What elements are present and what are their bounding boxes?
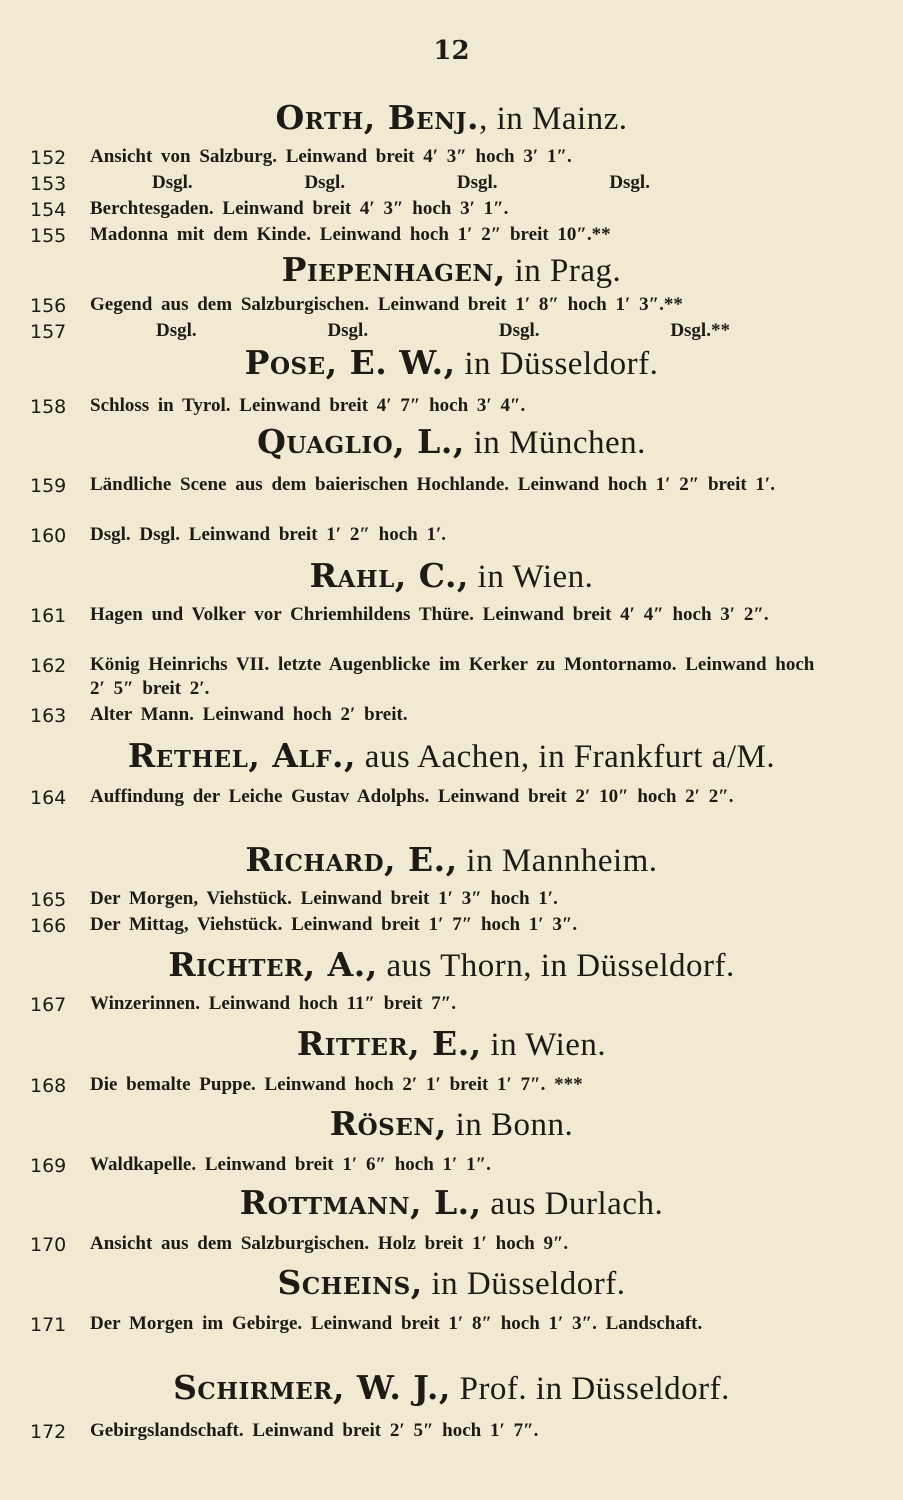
entry-text: Waldkapelle. Leinwand breit 1′ 6″ hoch 1′ 1″. <box>90 1154 491 1175</box>
artist-place: in Düsseldorf. <box>422 1266 626 1302</box>
catalog-entry <box>0 887 903 913</box>
catalog-entry <box>0 653 903 703</box>
entry-number: 167 <box>30 994 67 1016</box>
artist-place: in Bonn. <box>446 1107 574 1143</box>
catalog-entry <box>0 293 903 319</box>
catalog-entry <box>0 319 903 345</box>
artist-section <box>0 1024 903 1099</box>
artist-name: Piepenhagen, <box>281 250 506 289</box>
catalog-entry <box>0 223 903 249</box>
dsgl-cell: Dsgl. <box>456 172 498 193</box>
artist-place: in Wien. <box>481 1027 607 1063</box>
artist-name: Schirmer, W. J., <box>173 1368 451 1407</box>
artist-name: Pose, E. W., <box>244 343 456 382</box>
dsgl-cell: Dsgl. <box>304 172 346 193</box>
artist-section <box>0 98 903 249</box>
entry-number: 168 <box>30 1075 67 1097</box>
catalog-entry <box>0 785 903 835</box>
artist-place: aus Aachen, in Frankfurt a/M. <box>355 739 776 775</box>
entry-number: 169 <box>30 1155 67 1177</box>
dsgl-cell: Dsgl. <box>609 172 650 193</box>
entry-number: 162 <box>30 655 67 677</box>
entry-text: Die bemalte Puppe. Leinwand hoch 2′ 1′ breit 1′ 7″. *** <box>90 1074 583 1095</box>
artist-place: in Wien. <box>468 559 594 595</box>
artist-heading <box>0 1183 903 1224</box>
entry-text: Madonna mit dem Kinde. Leinwand hoch 1′ 2″ breit 10″.** <box>90 224 611 245</box>
entry-number: 156 <box>30 295 67 317</box>
artist-section <box>0 736 903 835</box>
artist-heading <box>0 556 903 597</box>
artist-name: Orth, Benj. <box>275 98 480 137</box>
catalog-entry <box>0 913 903 939</box>
dsgl-cell: Dsgl. <box>327 320 369 341</box>
artist-section <box>0 422 903 549</box>
catalog-entry <box>0 992 903 1018</box>
artist-section <box>0 1104 903 1179</box>
artist-heading <box>0 840 903 881</box>
artist-section <box>0 556 903 729</box>
entry-text: Gebirgslandschaft. Leinwand breit 2′ 5″ hoch 1′ 7″. <box>90 1420 539 1441</box>
entry-text: Alter Mann. Leinwand hoch 2′ breit. <box>90 704 408 725</box>
entry-number: 157 <box>30 321 67 343</box>
artist-place: , in Mainz. <box>479 101 628 137</box>
entry-number: 166 <box>30 915 67 937</box>
entry-text: Auffindung der Leiche Gustav Adolphs. Leinwand breit 2′ 10″ hoch 2′ 2″. <box>90 786 734 807</box>
catalog-entry <box>0 523 903 549</box>
artist-heading <box>0 422 903 463</box>
entry-number: 163 <box>30 705 67 727</box>
artist-heading <box>0 250 903 291</box>
entry-number: 170 <box>30 1234 67 1256</box>
entry-number: 171 <box>30 1314 67 1336</box>
artist-place: Prof. in Düsseldorf. <box>450 1371 730 1407</box>
entry-number: 158 <box>30 396 67 418</box>
entry-text: Ansicht aus dem Salzburgischen. Holz breit 1′ hoch 9″. <box>90 1233 569 1254</box>
entry-text: Winzerinnen. Leinwand hoch 11″ breit 7″. <box>90 993 456 1014</box>
catalog-entry <box>0 197 903 223</box>
catalog-entry <box>0 1312 903 1362</box>
entry-number: 172 <box>30 1421 67 1443</box>
artist-section <box>0 840 903 939</box>
artist-heading <box>0 98 903 139</box>
dsgl-cell: Dsgl. <box>152 172 193 193</box>
entry-number: 165 <box>30 889 67 911</box>
artist-section <box>0 1183 903 1258</box>
artist-place: in Prag. <box>505 253 622 289</box>
catalog-entry <box>0 1419 903 1445</box>
artist-place: in München. <box>464 425 646 461</box>
entry-number: 152 <box>30 147 67 169</box>
entry-number: 153 <box>30 173 67 195</box>
artist-heading <box>0 1263 903 1304</box>
artist-place: aus Durlach. <box>481 1186 664 1222</box>
catalog-entry <box>0 1232 903 1258</box>
artist-place: in Düsseldorf. <box>455 346 659 382</box>
entry-number: 161 <box>30 605 67 627</box>
entry-number: 155 <box>30 225 67 247</box>
artist-heading <box>0 736 903 777</box>
dsgl-cell: Dsgl. <box>498 320 540 341</box>
page-number: 12 <box>433 36 470 66</box>
artist-name: Quaglio, L., <box>257 422 465 461</box>
artist-section <box>0 1368 903 1445</box>
entry-number: 160 <box>30 525 67 547</box>
entry-text: Ländliche Scene aus dem baierischen Hochlande. Leinwand hoch 1′ 2″ breit 1′. <box>90 474 776 495</box>
catalog-entry <box>0 1153 903 1179</box>
entry-text: Ansicht von Salzburg. Leinwand breit 4′ 3″ hoch 3′ 1″. <box>90 146 572 167</box>
artist-place: aus Thorn, in Düsseldorf. <box>377 948 735 984</box>
artist-name: Richard, E., <box>245 840 458 879</box>
catalog-entry <box>0 145 903 171</box>
entry-number: 164 <box>30 787 67 809</box>
artist-name: Rottmann, L., <box>239 1183 482 1222</box>
dsgl-cell: Dsgl. <box>156 320 197 341</box>
artist-heading <box>0 1368 903 1409</box>
catalog-entry <box>0 473 903 523</box>
entry-text: Schloss in Tyrol. Leinwand breit 4′ 7″ hoch 3′ 4″. <box>90 395 526 416</box>
artist-name: Scheins, <box>277 1263 423 1302</box>
artist-heading <box>0 1104 903 1145</box>
catalog-entry <box>0 703 903 729</box>
entry-text: Dsgl. Dsgl. Leinwand breit 1′ 2″ hoch 1′. <box>90 524 447 545</box>
entry-number: 154 <box>30 199 67 221</box>
artist-heading <box>0 945 903 986</box>
artist-name: Richter, A., <box>168 945 378 984</box>
artist-section <box>0 250 903 345</box>
catalog-entry <box>0 1073 903 1099</box>
entry-text: Berchtesgaden. Leinwand breit 4′ 3″ hoch 3′ 1″. <box>90 198 509 219</box>
entry-text: Der Mittag, Viehstück. Leinwand breit 1′ 7″ hoch 1′ 3″. <box>90 914 578 935</box>
entry-text: Der Morgen im Gebirge. Leinwand breit 1′ 8″ hoch 1′ 3″. Landschaft. <box>90 1313 703 1334</box>
entry-number: 159 <box>30 475 67 497</box>
artist-name: Ritter, E., <box>296 1024 482 1063</box>
artist-place: in Mannheim. <box>457 843 658 879</box>
artist-name: Rösen, <box>329 1104 447 1143</box>
artist-section <box>0 945 903 1018</box>
artist-section <box>0 343 903 420</box>
catalog-entry <box>0 603 903 653</box>
entry-text: Hagen und Volker vor Chriemhildens Thüre. Leinwand breit 4′ 4″ hoch 3′ 2″. <box>90 604 769 625</box>
entry-text: Der Morgen, Viehstück. Leinwand breit 1′ 3″ hoch 1′. <box>90 888 558 909</box>
artist-section <box>0 1263 903 1362</box>
artist-name: Rethel, Alf., <box>127 736 356 775</box>
artist-heading <box>0 343 903 384</box>
catalog-entry <box>0 394 903 420</box>
dsgl-cell: Dsgl.** <box>670 320 730 341</box>
artist-name: Rahl, C., <box>309 556 469 595</box>
entry-text: Gegend aus dem Salzburgischen. Leinwand breit 1′ 8″ hoch 1′ 3″.** <box>90 294 683 315</box>
entry-text: König Heinrichs VII. letzte Augenblicke im Kerker zu Montornamo. Leinwand hoch 2′ 5″ breit 2′. <box>90 654 815 699</box>
catalog-entry <box>0 171 903 197</box>
artist-heading <box>0 1024 903 1065</box>
